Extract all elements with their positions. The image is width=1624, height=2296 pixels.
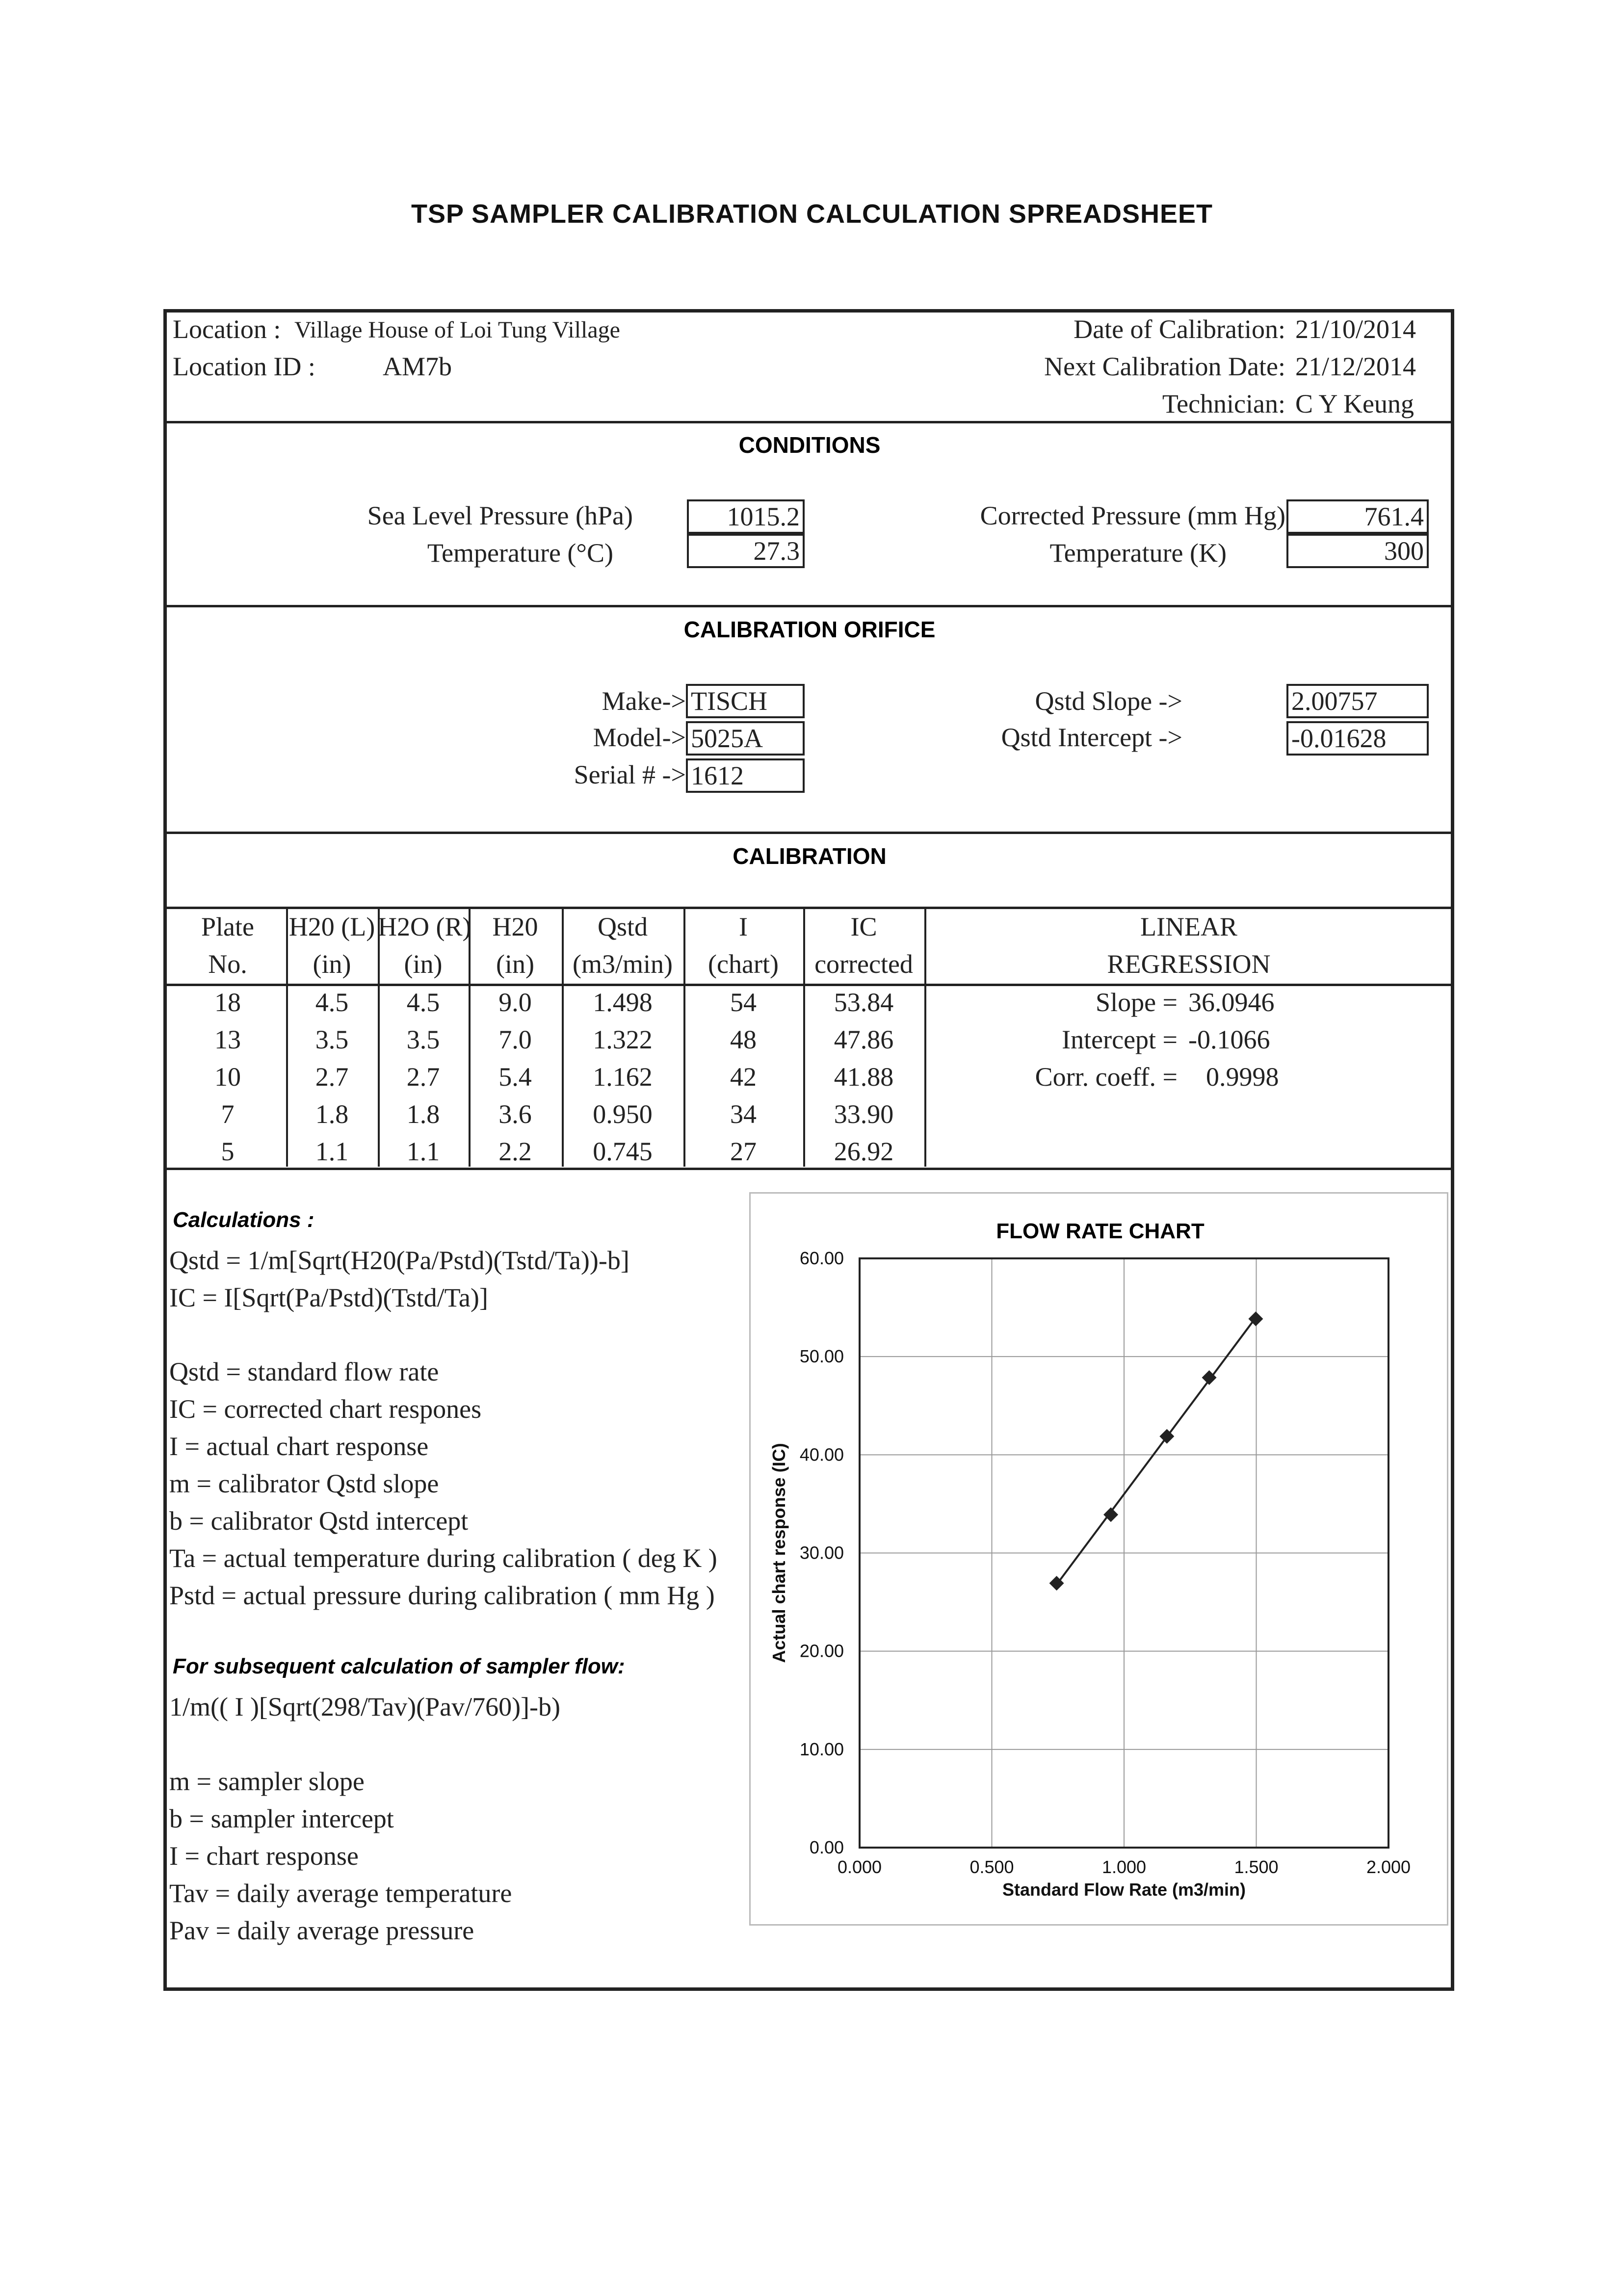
x-tick-label: 1.000 <box>1101 1857 1147 1877</box>
table-cell: 34 <box>730 1099 757 1129</box>
sampler-definition: Tav = daily average temperature <box>169 1879 512 1908</box>
make-label: Make-> <box>602 686 686 716</box>
serial-value: 1612 <box>686 758 805 793</box>
next-calibration-label: Next Calibration Date: <box>1044 352 1285 381</box>
table-cell: 53.84 <box>834 988 894 1017</box>
y-tick-label: 60.00 <box>799 1248 844 1268</box>
model-label: Model-> <box>593 723 686 752</box>
chart-title: FLOW RATE CHART <box>996 1219 1205 1243</box>
table-cell: 1.498 <box>593 988 653 1017</box>
conditions-heading: CONDITIONS <box>738 432 881 458</box>
divider <box>167 1168 1452 1170</box>
temperature-k-label: Temperature (K) <box>1049 538 1227 568</box>
serial-label: Serial # -> <box>574 760 686 789</box>
col-header-plate-unit: No. <box>208 949 247 979</box>
x-tick-label: 0.500 <box>969 1857 1014 1877</box>
sea-level-pressure-label: Sea Level Pressure (hPa) <box>367 501 633 530</box>
divider <box>167 907 1452 909</box>
col-header-plate: Plate <box>201 912 254 941</box>
divider <box>167 605 1452 607</box>
col-header-ic: IC <box>850 912 877 941</box>
table-cell: 1.162 <box>593 1062 653 1092</box>
table-cell: 27 <box>730 1137 757 1166</box>
table-cell: 42 <box>730 1062 757 1092</box>
make-value: TISCH <box>686 684 805 718</box>
formula-ic: IC = I[Sqrt(Pa/Pstd)(Tstd/Ta)] <box>169 1283 488 1312</box>
definition-line: IC = corrected chart respones <box>169 1394 482 1424</box>
regression-subtitle: REGRESSION <box>1107 949 1271 979</box>
y-tick-label: 0.00 <box>809 1837 844 1857</box>
table-cell: 1.8 <box>406 1099 440 1129</box>
y-tick-label: 30.00 <box>799 1542 844 1563</box>
divider <box>167 421 1452 423</box>
sampler-definition: b = sampler intercept <box>169 1804 394 1833</box>
table-cell: 0.745 <box>593 1137 653 1166</box>
col-header-qstd-unit: (m3/min) <box>573 949 673 979</box>
col-header-i: I <box>739 912 748 941</box>
temperature-c-label: Temperature (°C) <box>427 538 613 568</box>
calculations-heading: Calculations : <box>173 1208 314 1232</box>
model-value: 5025A <box>686 721 805 756</box>
table-cell: 13 <box>214 1025 241 1054</box>
col-header-h20-left: H20 (L) <box>288 912 375 941</box>
table-cell: 1.322 <box>593 1025 653 1054</box>
x-tick-label: 0.000 <box>837 1857 882 1877</box>
table-cell: 5 <box>221 1137 235 1166</box>
col-header-h2o-right: H2O (R) <box>378 912 471 941</box>
qstd-intercept-label: Qstd Intercept -> <box>1001 723 1182 752</box>
col-header-h2o-right-unit: (in) <box>404 949 443 979</box>
y-tick-label: 50.00 <box>799 1346 844 1367</box>
table-cell: 1.1 <box>315 1137 349 1166</box>
regression-intercept-value: -0.1066 <box>1188 1025 1270 1054</box>
table-cell: 18 <box>214 988 241 1017</box>
table-cell: 4.5 <box>406 988 440 1017</box>
table-cell: 1.8 <box>315 1099 349 1129</box>
location-label: Location : <box>173 314 281 344</box>
formula-qstd: Qstd = 1/m[Sqrt(H20(Pa/Pstd)(Tstd/Ta))-b] <box>169 1246 629 1275</box>
table-cell: 0.950 <box>593 1099 653 1129</box>
table-cell: 26.92 <box>834 1137 894 1166</box>
table-cell: 3.6 <box>498 1099 532 1129</box>
divider <box>167 832 1452 834</box>
table-column-divider <box>924 907 926 1167</box>
qstd-slope-label: Qstd Slope -> <box>1035 686 1182 716</box>
y-tick-label: 40.00 <box>799 1444 844 1465</box>
table-cell: 41.88 <box>834 1062 894 1092</box>
flow-rate-chart-plot <box>751 1194 1450 1927</box>
table-cell: 2.7 <box>406 1062 440 1092</box>
definition-line: m = calibrator Qstd slope <box>169 1469 439 1498</box>
location-id-value: AM7b <box>383 352 452 381</box>
definition-line: Ta = actual temperature during calibration ( deg K ) <box>169 1543 717 1573</box>
regression-intercept-label: Intercept = <box>1062 1025 1178 1054</box>
orifice-heading: CALIBRATION ORIFICE <box>683 617 936 642</box>
table-cell: 10 <box>214 1062 241 1092</box>
regression-slope-label: Slope = <box>1096 988 1178 1017</box>
table-cell: 4.5 <box>315 988 349 1017</box>
col-header-h20: H20 <box>492 912 538 941</box>
correlation-label: Corr. coeff. = <box>1035 1062 1178 1092</box>
calibration-date-label: Date of Calibration: <box>1074 314 1285 344</box>
table-cell: 2.2 <box>498 1137 532 1166</box>
flow-rate-chart <box>749 1192 1448 1926</box>
location-value: Village House of Loi Tung Village <box>294 317 620 343</box>
qstd-intercept-value: -0.01628 <box>1286 721 1429 756</box>
calibration-heading: CALIBRATION <box>733 843 887 869</box>
col-header-ic-unit: corrected <box>814 949 913 979</box>
definition-line: I = actual chart response <box>169 1432 429 1461</box>
temperature-c-value: 27.3 <box>687 534 805 568</box>
sampler-definition: Pav = daily average pressure <box>169 1916 474 1945</box>
table-cell: 47.86 <box>834 1025 894 1054</box>
page-title: TSP SAMPLER CALIBRATION CALCULATION SPREADSHEET <box>411 199 1213 229</box>
y-axis-label: Actual chart response (IC) <box>769 1443 789 1663</box>
table-cell: 7 <box>221 1099 235 1129</box>
table-header-divider <box>167 984 1452 986</box>
table-cell: 5.4 <box>498 1062 532 1092</box>
temperature-k-value: 300 <box>1286 534 1429 568</box>
col-header-i-unit: (chart) <box>708 949 779 979</box>
definition-line: Qstd = standard flow rate <box>169 1357 439 1386</box>
x-tick-label: 2.000 <box>1366 1857 1411 1877</box>
table-cell: 3.5 <box>315 1025 349 1054</box>
col-header-qstd: Qstd <box>597 912 648 941</box>
table-cell: 1.1 <box>406 1137 440 1166</box>
table-cell: 2.7 <box>315 1062 349 1092</box>
sampler-definition: m = sampler slope <box>169 1767 365 1796</box>
x-axis-label: Standard Flow Rate (m3/min) <box>1002 1879 1246 1900</box>
table-cell: 54 <box>730 988 757 1017</box>
table-cell: 3.5 <box>406 1025 440 1054</box>
location-id-label: Location ID : <box>173 352 315 381</box>
calibration-date-value: 21/10/2014 <box>1295 314 1416 344</box>
correlation-value: 0.9998 <box>1206 1062 1279 1092</box>
corrected-pressure-label: Corrected Pressure (mm Hg) <box>980 501 1285 530</box>
y-tick-label: 20.00 <box>799 1641 844 1661</box>
table-cell: 48 <box>730 1025 757 1054</box>
definition-line: b = calibrator Qstd intercept <box>169 1506 469 1536</box>
x-tick-label: 1.500 <box>1234 1857 1279 1877</box>
sampler-definition: I = chart response <box>169 1841 359 1871</box>
subsequent-formula: 1/m(( I )[Sqrt(298/Tav)(Pav/760)]-b) <box>169 1692 561 1722</box>
table-cell: 33.90 <box>834 1099 894 1129</box>
table-cell: 7.0 <box>498 1025 532 1054</box>
technician-value: C Y Keung <box>1295 389 1414 418</box>
qstd-slope-value: 2.00757 <box>1286 684 1429 718</box>
regression-slope-value: 36.0946 <box>1188 988 1275 1017</box>
table-cell: 9.0 <box>498 988 532 1017</box>
corrected-pressure-value: 761.4 <box>1286 499 1429 534</box>
next-calibration-value: 21/12/2014 <box>1295 352 1416 381</box>
col-header-h20-left-unit: (in) <box>313 949 351 979</box>
technician-label: Technician: <box>1162 389 1285 418</box>
col-header-h20-unit: (in) <box>496 949 534 979</box>
regression-title: LINEAR <box>1140 912 1237 941</box>
definition-line: Pstd = actual pressure during calibration ( mm Hg ) <box>169 1581 715 1610</box>
subsequent-heading: For subsequent calculation of sampler flow: <box>173 1654 625 1678</box>
sea-level-pressure-value: 1015.2 <box>687 499 805 534</box>
y-tick-label: 10.00 <box>799 1739 844 1759</box>
